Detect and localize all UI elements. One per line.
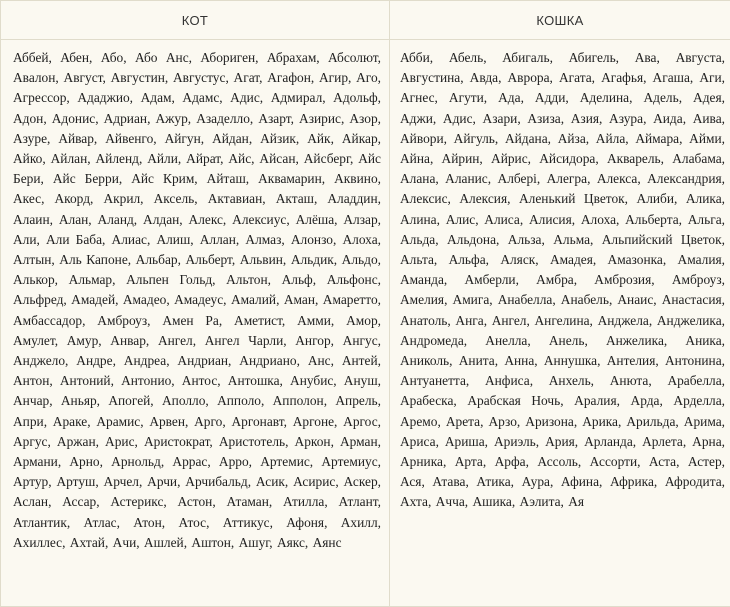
- header-female-cat: КОШКА: [390, 1, 730, 40]
- header-male-cat: КОТ: [1, 1, 390, 40]
- female-names-list: Абби, Абель, Абигаль, Абигель, Ава, Августа, Августина, Авда, Аврора, Агата, Агафья, Агаша, Аги, Агнес, Агути, Ада, Адди, Аделина, Адель, Адея, Аджи, Адис, Азари, Азиза, Азия, Азура, Аида, Аива, Айвори, Айгуль, Айдана, Айза, Айла, Аймара, Айми, Айна, Айрин, Айрис, Айсидора, Акварель, Алабама, Алана, Аланис, Алберi, Алегра, Алекса, Александрия, Алексис, Алексия, Аленький Цветок, Алиби, Алика, Алина, Алис, Алиса, Алисия, Алоха, Альберта, Альга, Альда, Альдона, Альза, Альма, Альпийский Цветок, Альта, Альфа, Аляск, Амадея, Амазонка, Амалия, Аманда, Амберли, Амбра, Амброзия, Амброуз, Амелия, Амига, Анабелла, Анабель, Анаис, Анастасия, Анатоль, Анга, Ангел, Ангелина, Анджела, Анджелика, Андромеда, Анелла, Анель, Анжелика, Аника, Аниколь, Анита, Анна, Аннушка, Антелия, Антонина, Антуанетта, Анфиса, Анхель, Анюта, Арабелла, Арабеска, Арабская Ночь, Аралия, Арда, Арделла, Аремо, Арета, Арзо, Аризона, Арика, Арильда, Арима, Ариса, Ариша, Ариэль, Ария, Арланда, Арлета, Арна, Арника, Арта, Арфа, Ассоль, Ассорти, Аста, Астер, Ася, Атава, Атика, Аура, Афина, Африка, Афродита, Ахта, Ачча, Ашика, Аэлита, Ая: [390, 40, 730, 607]
- header-row: [1, 1, 730, 40]
- names-row: [1, 40, 730, 607]
- male-names-list: Аббей, Абен, Або, Або Анс, Абориген, Абрахам, Абсолют, Авалон, Август, Августин, Августус, Агат, Агафон, Агир, Аго, Агрессор, Ададжио, Адам, Адамс, Адис, Адмирал, Адольф, Адон, Адонис, Адриан, Ажур, Азаделло, Азарт, Азирис, Азор, Азуре, Айвар, Айвенго, Айгун, Айдан, Айзик, Айк, Айкар, Айко, Айлан, Айленд, Айли, Айрат, Айс, Айсан, Айсберг, Айс Бери, Айс Берри, Айс Крим, Айташ, Аквамарин, Аквино, Акес, Акорд, Акрил, Аксель, Актавиан, Акташ, Аладдин, Алаин, Алан, Аланд, Алдан, Алекс, Алексиус, Алёша, Алзар, Али, Али Баба, Алиас, Алиш, Аллан, Алмаз, Алонзо, Алоха, Алтын, Аль Капоне, Альбар, Альберт, Альвин, Альдик, Альдо, Алькор, Альмар, Альпен Гольд, Альтон, Альф, Альфонс, Альфред, Амадей, Амадео, Амадеус, Амалий, Аман, Амаретто, Амбассадор, Амброуз, Амен Ра, Аметист, Амми, Амор, Амулет, Амур, Анвар, Ангел, Ангел Чарли, Ангор, Ангус, Анджело, Андре, Андреа, Андриан, Андриано, Анс, Антей, Антон, Антоний, Антонио, Антос, Антошка, Анубис, Ануш, Анчар, Аньяр, Апогей, Аполло, Апполо, Апполон, Апрель, Апри, Араке, Арамис, Арвен, Арго, Аргонавт, Аргоне, Аргос, Аргус, Аржан, Арис, Аристократ, Аристотель, Аркон, Арман, Армани, Арно, Арнольд, Аррас, Арро, Артемис, Артемиус, Артур, Артуш, Арчел, Арчи, Арчибальд, Асик, Асирис, Аскер, Аслан, Ассар, Астерикс, Астон, Атаман, Атилла, Атлант, Атлантик, Атлас, Атон, Атос, Аттикус, Афоня, Ахилл, Ахиллес, Ахтай, Ачи, Ашлей, Аштон, Ашуг, Аякс, Аянс: [1, 40, 390, 607]
